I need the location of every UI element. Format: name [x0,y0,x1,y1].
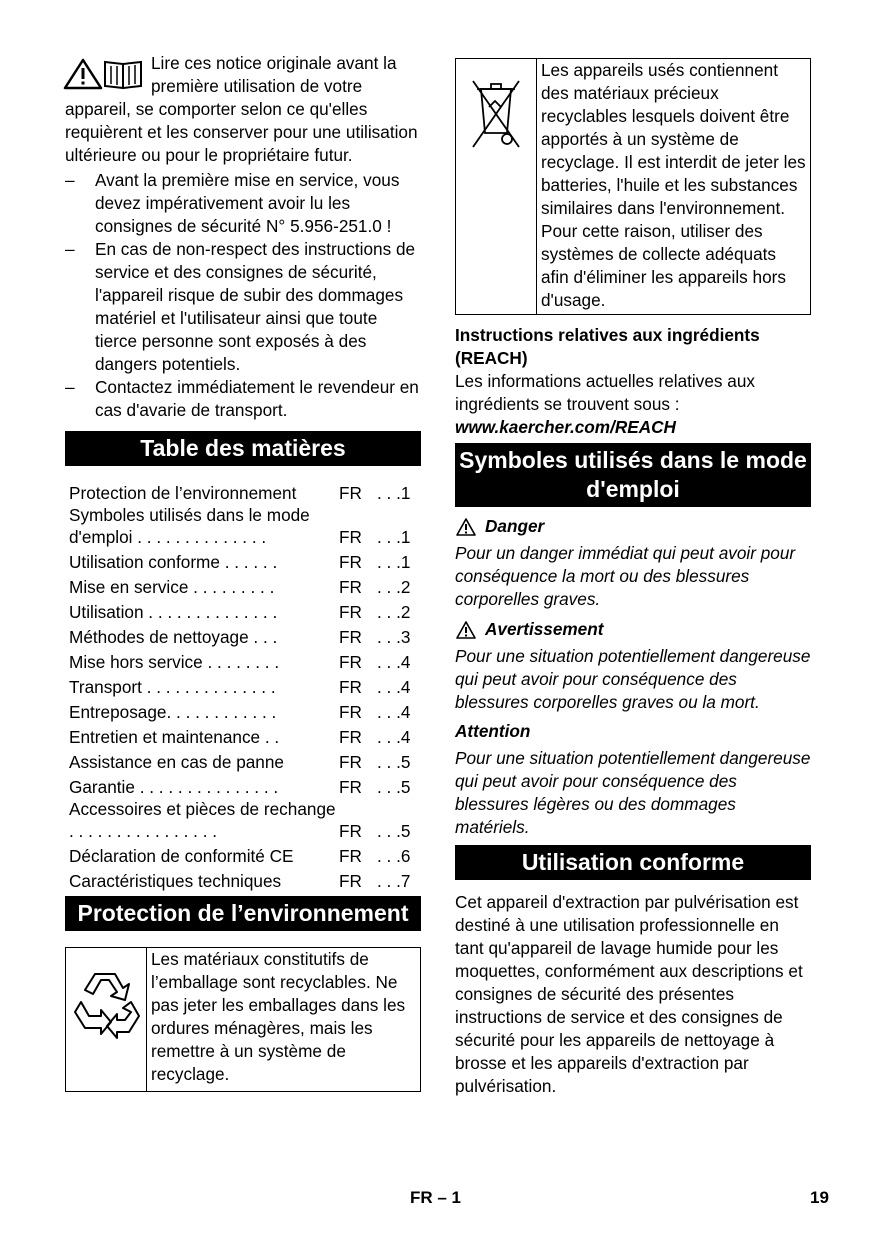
intro [65,52,421,167]
warning-text: Pour une situation potentiellement dangereuse qui peut avoir pour conséquence des blessures corporelles graves ou la mort. [455,646,811,712]
toc-entry-title: Accessoires et pièces de rechange . . . . . . . . . . . . . . . . [69,799,336,841]
intro-bullets [65,169,421,422]
toc-entry-page: . . .4 [377,652,411,672]
toc-entry-title: Utilisation . . . . . . . . . . . . . . [69,602,278,622]
toc-entry-title: Garantie . . . . . . . . . . . . . . . [69,777,279,797]
toc-entry-title: Caractéristiques techniques [69,871,282,891]
toc-entry-page: . . .5 [377,752,411,772]
toc-entry-page: . . .7 [377,871,411,891]
toc-entry-lang: FR [339,821,362,841]
toc-entry-page: . . .5 [377,821,411,841]
toc-entry-page: . . .6 [377,846,411,866]
toc-entry-title: Entreposage. . . . . . . . . . . . [69,702,277,722]
toc-entry-page: . . .3 [377,627,411,647]
toc-entry[interactable] [65,798,421,842]
left-column [65,52,421,1092]
disposal-text: Les appareils usés contiennent des matériaux précieux recyclables lesquels doivent être apportés à un système de recyclage. Il est interdit de jeter les batteries, l'huile et les substances similaires dans l'environnement. Pour cette raison, utiliser des systèmes de collecte adéquats afin d'éliminer les appareils hors d'usage. [541,60,806,310]
toc-entry-title: Symboles utilisés dans le mode d'emploi . . . . . . . . . . . . . . [69,505,310,547]
toc-entry-lang: FR [339,552,362,572]
right-column [455,58,811,1098]
toc-entry-lang: FR [339,727,362,747]
attention-text: Pour une situation potentiellement dangereuse qui peut avoir pour conséquence des blessures légères ou des dommages matériels. [455,748,811,837]
toc-entry[interactable] [65,867,421,892]
bullet-item: – En cas de non-respect des instructions de service et des consignes de sécurité, l'appareil risque de subir des dommages matériel et l'utilisateur ainsi que toute tierce personne sont exposés à des dangers potentiels. [65,239,416,374]
toc-entry-lang: FR [339,677,362,697]
toc-entry[interactable] [65,748,421,773]
toc-entry[interactable] [65,548,421,573]
toc-entry-title: Mise hors service . . . . . . . . [69,652,280,672]
intended-use-heading: Utilisation conforme [455,845,811,880]
toc-entry-page: . . .1 [377,483,411,503]
reach-heading: Instructions relatives aux ingrédients (REACH) [455,325,760,368]
toc-entry[interactable] [65,504,421,548]
warning-manual-icons [61,52,147,96]
warning-triangle-icon [455,517,477,537]
toc-entry[interactable] [65,773,421,798]
toc-entry[interactable] [65,698,421,723]
symbols-heading: Symboles utilisés dans le mode d'emploi [455,443,811,507]
toc-entry-lang: FR [339,527,362,547]
footer-page-number: 19 [810,1188,829,1207]
recycle-icon-cell [66,948,147,1091]
toc-entry[interactable] [65,479,421,504]
bullet-item: – Contactez immédiatement le revendeur en cas d'avarie de transport. [65,377,419,420]
warning-label: Avertissement [455,618,811,641]
environment-heading: Protection de l’environnement [65,896,421,931]
toc-entry-page: . . .1 [377,527,411,547]
toc-entry-lang: FR [339,871,362,891]
toc-entry-title: Transport . . . . . . . . . . . . . . [69,677,276,697]
intro-text: Lire ces notice originale avant la première utilisation de votre appareil, se comporter selon ce qu'elles requièrent et les conserver pour une utilisation ultérieure ou pour le propriétaire futur. [65,53,418,165]
toc-entry[interactable] [65,598,421,623]
toc-entry-title: Assistance en cas de panne [69,752,284,772]
danger-label: Danger [455,515,811,538]
toc-entry-page: . . .1 [377,552,411,572]
toc-entry-lang: FR [339,602,362,622]
toc-entry[interactable] [65,842,421,867]
danger-text: Pour un danger immédiat qui peut avoir pour conséquence la mort ou des blessures corporelles graves. [455,543,796,609]
packaging-text: Les matériaux constitutifs de l’emballage sont recyclables. Ne pas jeter les emballages dans les ordures ménagères, mais les remettre à un système de recyclage. [151,949,406,1084]
toc-entry-title: Entretien et maintenance . . [69,727,280,747]
crossed-bin-icon [467,67,525,151]
toc-entry[interactable] [65,673,421,698]
toc-entry-lang: FR [339,483,362,503]
reach-text: Les informations actuelles relatives aux ingrédients se trouvent sous : [455,371,755,414]
toc-entry[interactable] [65,623,421,648]
reach-url[interactable]: www.kaercher.com/REACH [455,417,676,437]
toc-entry-lang: FR [339,577,362,597]
warning-read-manual-icon [61,52,147,92]
toc-entry-title: Méthodes de nettoyage . . . [69,627,278,647]
toc-entry-lang: FR [339,702,362,722]
toc-entry-title: Utilisation conforme . . . . . . [69,552,278,572]
toc-entry-page: . . .2 [377,602,411,622]
bullet-item: – Avant la première mise en service, vous devez impérativement avoir lu les consignes de sécurité N° 5.956-251.0 ! [65,170,400,236]
recycle-icon [71,968,141,1040]
toc-entry-page: . . .5 [377,777,411,797]
toc-entry-lang: FR [339,752,362,772]
toc-entry-title: Mise en service . . . . . . . . . [69,577,275,597]
warning-triangle-icon [455,620,477,640]
toc-entry-lang: FR [339,777,362,797]
toc-entry[interactable] [65,648,421,673]
footer-section-label: FR – 1 [410,1188,462,1207]
toc-entry-lang: FR [339,846,362,866]
packaging-box [65,947,421,1092]
table-of-contents [65,479,421,892]
toc-entry-page: . . .2 [377,577,411,597]
toc-entry-lang: FR [339,627,362,647]
toc-entry[interactable] [65,723,421,748]
disposal-box [455,58,811,315]
toc-entry-lang: FR [339,652,362,672]
intended-use-text: Cet appareil d'extraction par pulvérisation est destiné à une utilisation professionnelle en tant qu'appareil de lavage humide pour les moquettes, conformément aux descriptions et consignes de sécurité des présentes instructions de service et des consignes de sécurité pour les appareils de nettoyage à brosse et les appareils d'extraction par pulvérisation. [455,892,803,1096]
crossed-bin-icon-cell [456,59,537,314]
toc-entry-page: . . .4 [377,727,411,747]
toc-entry[interactable] [65,573,421,598]
toc-entry-title: Déclaration de conformité CE [69,846,294,866]
toc-heading: Table des matières [65,431,421,466]
toc-entry-page: . . .4 [377,702,411,722]
toc-entry-title: Protection de l’environnement [69,483,297,503]
toc-entry-page: . . .4 [377,677,411,697]
attention-label: Attention [455,721,531,741]
